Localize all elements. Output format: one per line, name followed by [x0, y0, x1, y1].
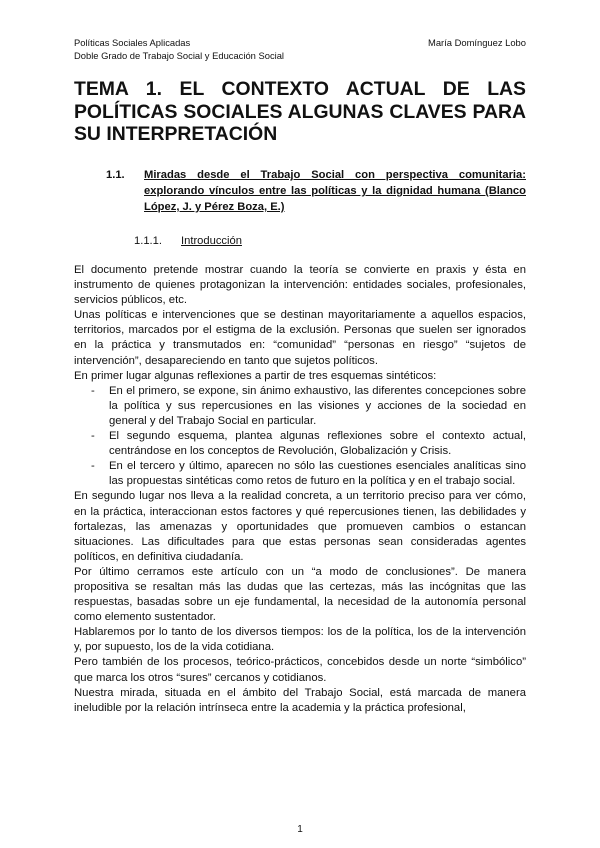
bullet-list — [74, 384, 526, 490]
paragraph: Unas políticas e intervenciones que se destinan mayoritariamente a aquellos espacios, territorios, marcados por el estigma de la exclusión. Personas que suelen ser ignorados en la práctica y transmutados en: “comunidad” “personas en riesgo” “sujetos de intervención”, desapareciendo en tanto que sujetos políticos. — [74, 309, 526, 367]
paragraph: Hablaremos por lo tanto de los diversos tiempos: los de la política, los de la intervención y, por supuesto, los de la vida cotidiana. — [74, 626, 526, 654]
paragraph: Pero también de los procesos, teórico-prácticos, concebidos desde un norte “simbólico” que marca los otros “sures” cercanos y cotidianos. — [74, 656, 526, 684]
page-number: 1 — [297, 824, 303, 835]
list-item-text: En el tercero y último, aparecen no sólo las cuestiones esenciales analíticas sino las propuestas sintéticas como retos de futuro en la política y en el trabajo social. — [109, 460, 526, 488]
section-heading — [106, 167, 526, 215]
bullet-dash: - — [91, 430, 95, 443]
list-item-text: El segundo esquema, plantea algunas reflexiones sobre el contexto actual, centrándose en los conceptos de Revolución, Globalización y Crisis. — [109, 430, 526, 458]
course-name: Políticas Sociales Aplicadas — [74, 37, 191, 48]
list-item — [74, 384, 526, 429]
subsection-heading — [134, 233, 242, 249]
section-number: 1.1. — [106, 169, 125, 181]
bullet-dash: - — [91, 384, 95, 397]
paragraph: En primer lugar algunas reflexiones a partir de tres esquemas sintéticos: — [74, 369, 437, 382]
running-header-right — [428, 36, 526, 49]
bullet-dash: - — [91, 460, 95, 473]
degree-name: Doble Grado de Trabajo Social y Educación Social — [74, 50, 285, 61]
body-text — [74, 263, 526, 716]
author-name: María Domínguez Lobo — [428, 37, 526, 48]
paragraph: Por último cerramos este artículo con un “a modo de conclusiones”. De manera propositiva se resaltan más las dudas que las certezas, más las incógnitas que las respuestas, basadas sobre un eje fundamental, la necesidad de la autonomía personal como elemento sustentador. — [74, 565, 526, 624]
list-item-text: En el primero, se expone, sin ánimo exhaustivo, las diferentes concepciones sobre la política y sus repercusiones en las visiones y acciones de la sociedad en general y del Trabajo Social en particular. — [109, 384, 526, 427]
document-title: TEMA 1. EL CONTEXTO ACTUAL DE LAS POLÍTICAS SOCIALES ALGUNAS CLAVES PARA SU INTERPRETACIÓN — [74, 78, 526, 145]
section-title: Miradas desde el Trabajo Social con perspectiva comunitaria: explorando vínculos entre las políticas y la dignidad humana (Blanco López, J. y Pérez Boza, E.) — [144, 169, 526, 213]
subsection-number: 1.1.1. — [134, 235, 162, 247]
subsection-title: Introducción — [181, 235, 242, 247]
running-header-left — [74, 36, 284, 62]
list-item — [74, 459, 526, 489]
paragraph: El documento pretende mostrar cuando la teoría se convierte en praxis y ésta en instrumento de quienes protagonizan la intervención: entidades sociales, profesionales, servicios públicos, etc. — [74, 264, 526, 307]
paragraph: Nuestra mirada, situada en el ámbito del Trabajo Social, está marcada de manera ineludible por la relación intrínseca entre la academia y la práctica profesional, — [74, 686, 526, 714]
list-item — [74, 429, 526, 459]
paragraph: En segundo lugar nos lleva a la realidad concreta, a un territorio preciso para ver cómo, en la práctica, interaccionan estos factores y qué repercusiones tienen, las debilidades y fortalezas, las amenazas y oportunidades que promueven cambios o estancan situaciones. Las dificultades para que estas personas sean consideradas agentes políticos, en definitiva ciudadanía. — [74, 490, 526, 563]
